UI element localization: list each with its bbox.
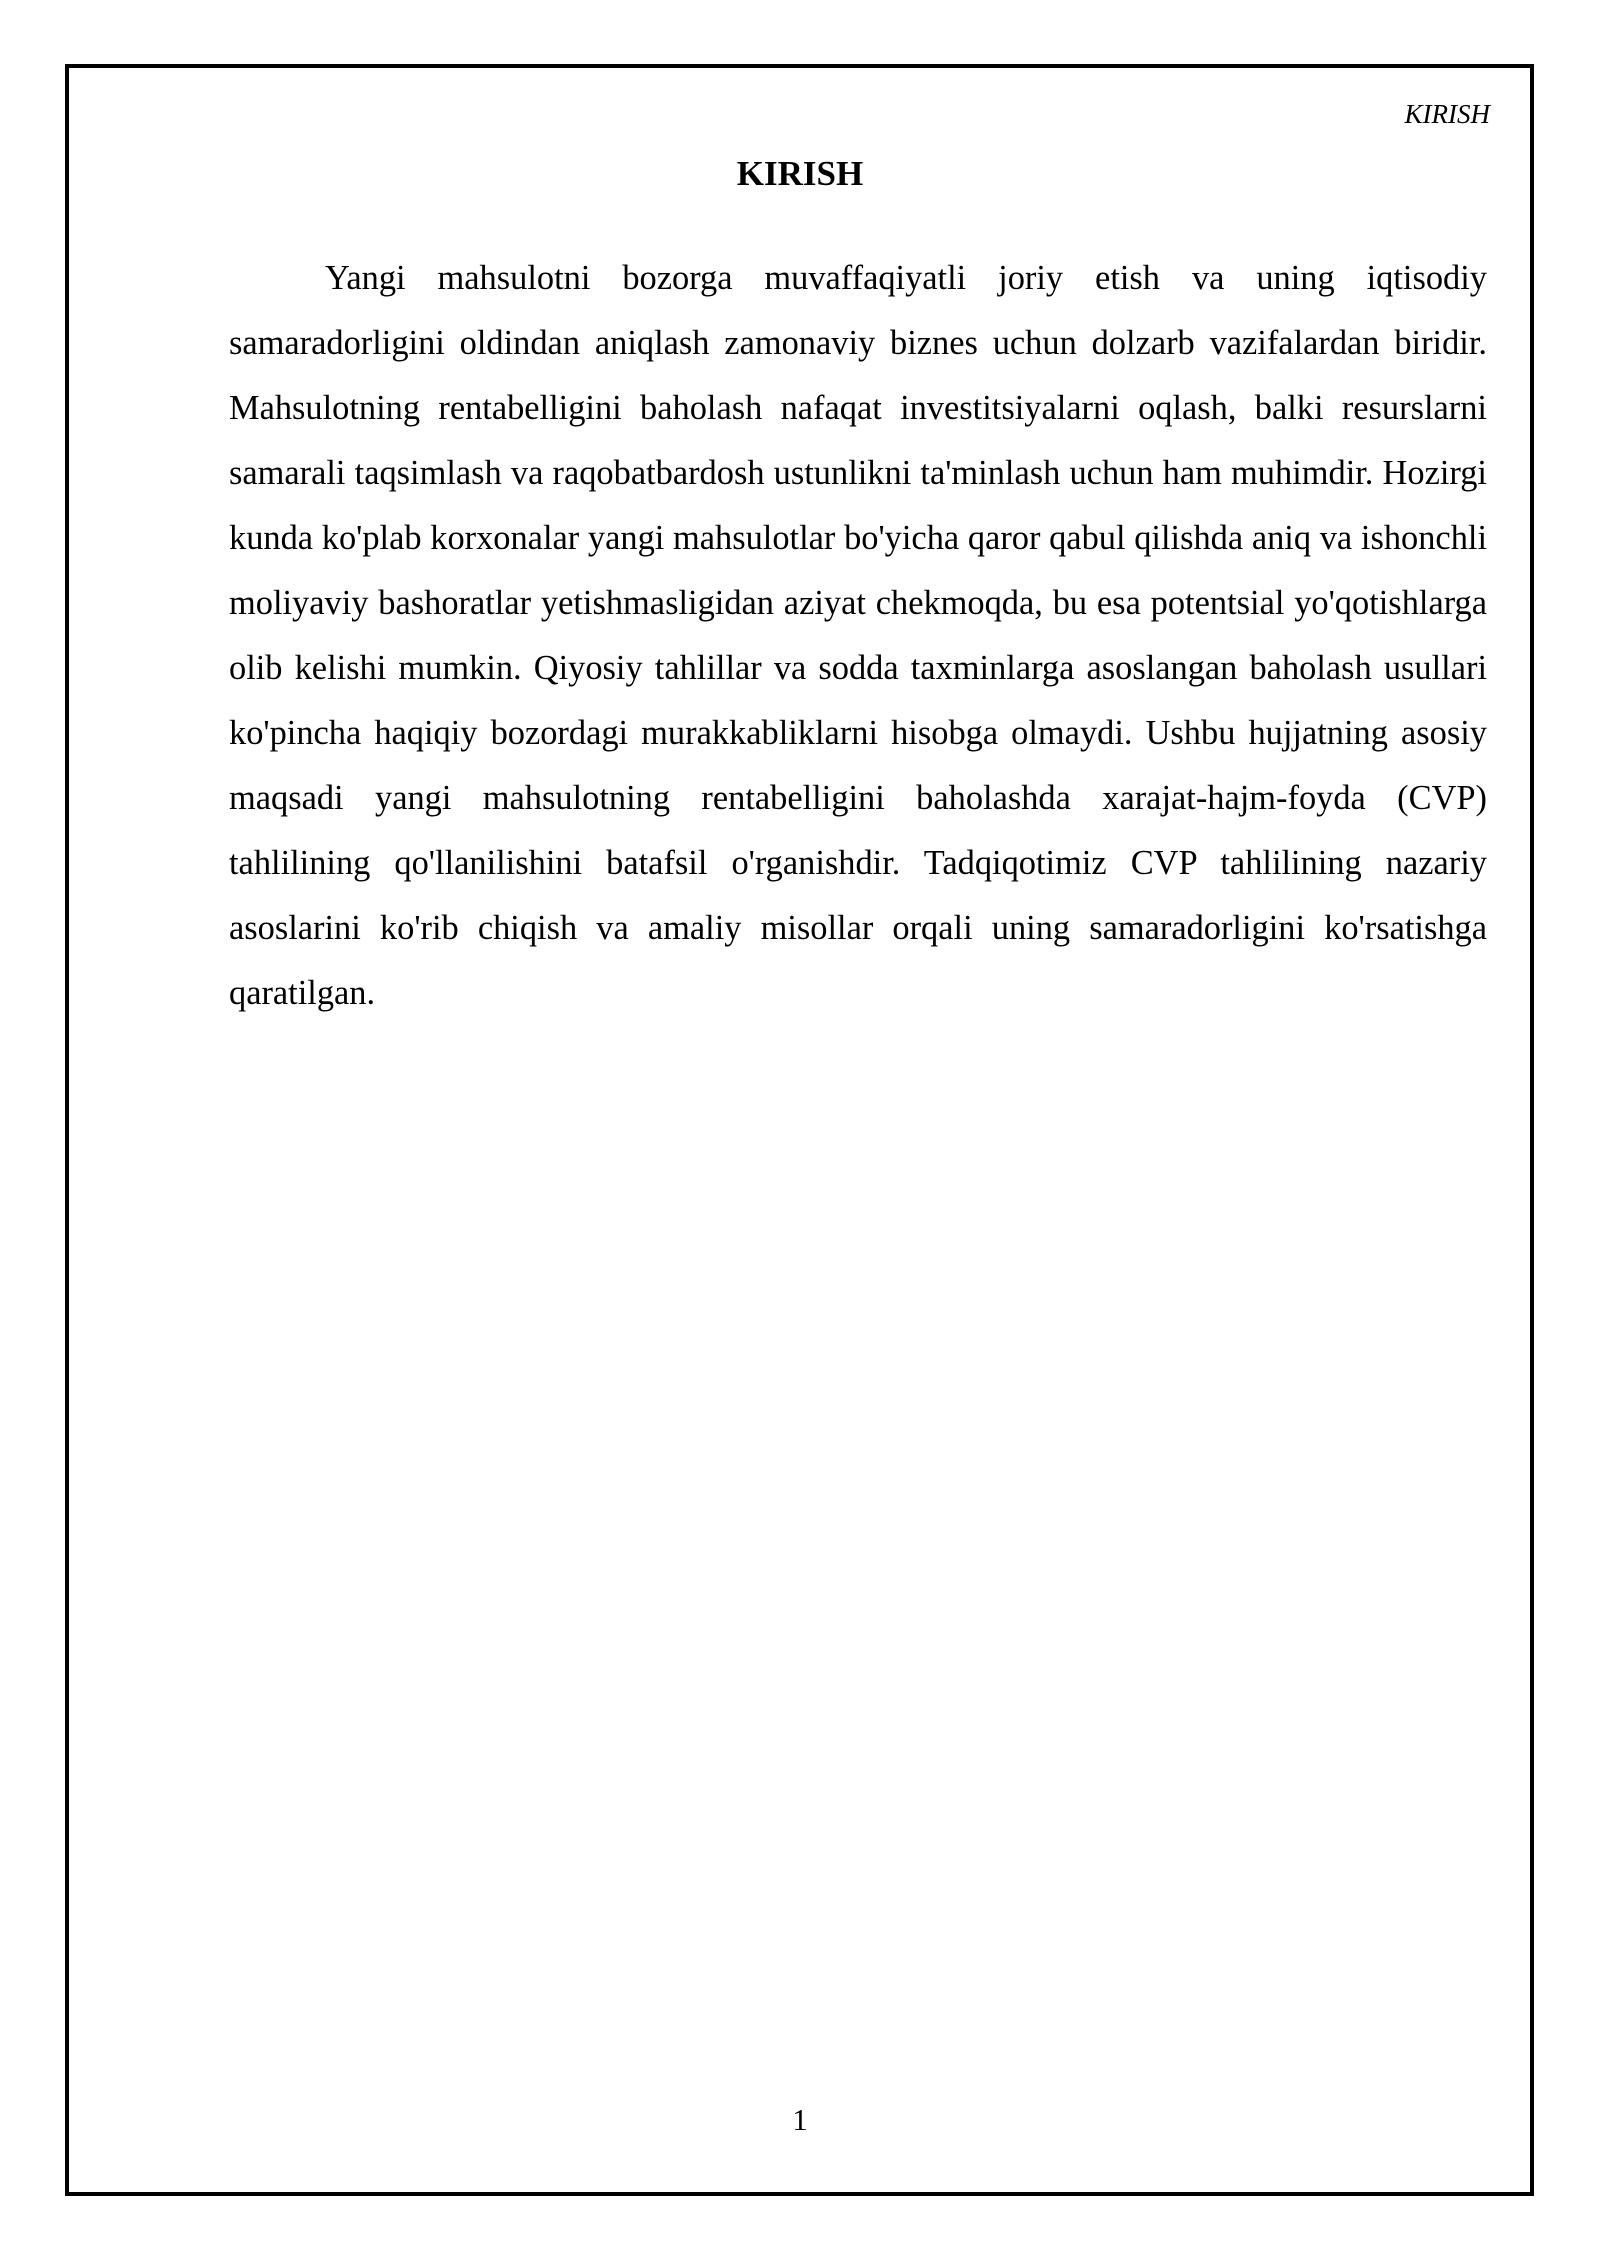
- body-paragraph: Yangi mahsulotni bozorga muvaffaqiyatli joriy etish va uning iqtisodiy samaradorligini oldindan aniqlash zamonaviy biznes uchun dolzarb vazifalardan biridir. Mahsulotning rentabelligini baholash nafaqat investitsiyalarni oqlash, balki resurslarni samarali taqsimlash va raqobatbardosh ustunlikni ta'minlash uchun ham muhimdir. Hozirgi kunda ko'plab korxonalar yangi mahsulotlar bo'yicha qaror qabul qilishda aniq va ishonchli moliyaviy bashoratlar yetishmasligidan aziyat chekmoqda, bu esa potentsial yo'qotishlarga olib kelishi mumkin. Qiyosiy tahlillar va sodda taxminlarga asoslangan baholash usullari ko'pincha haqiqiy bozordagi murakkabliklarni hisobga olmaydi. Ushbu hujjatning asosiy maqsadi yangi mahsulotning rentabelligini baholashda xarajat-hajm-foyda (CVP) tahlilining qo'llanilishini batafsil o'rganishdir. Tadqiqotimiz CVP tahlilining nazariy asoslarini ko'rib chiqish va amaliy misollar orqali uning samaradorligini ko'rsatishga qaratilgan.: [229, 259, 1487, 1012]
- page-title: KIRISH: [736, 154, 864, 193]
- running-header: KIRISH: [1404, 99, 1490, 129]
- page-number: 1: [792, 2102, 808, 2137]
